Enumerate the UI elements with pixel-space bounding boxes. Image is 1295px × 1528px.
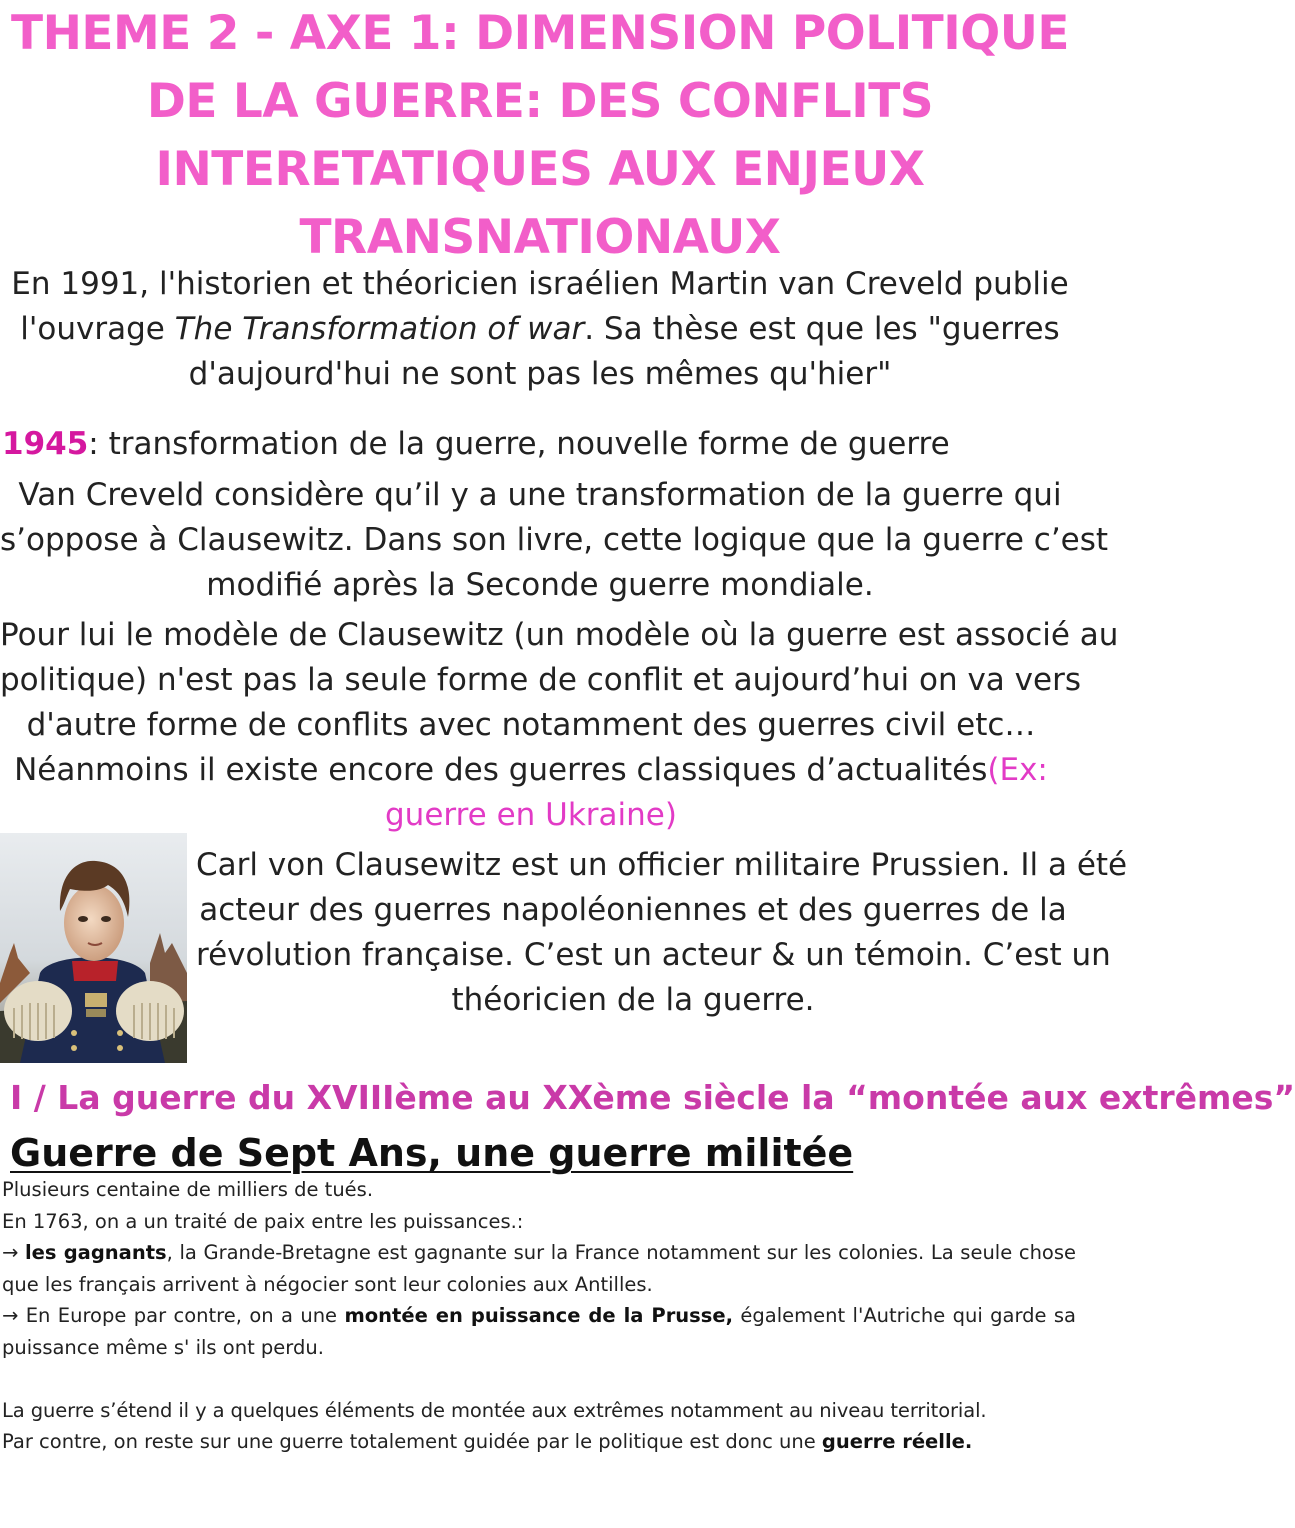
year-text: : transformation de la guerre, nouvelle forme de guerre bbox=[88, 426, 950, 462]
subheading: Guerre de Sept Ans, une guerre militée bbox=[10, 1131, 854, 1175]
title-line: THEME 2 - AXE 1: DIMENSION POLITIQUE bbox=[11, 6, 1069, 61]
winners-paragraph bbox=[2, 1237, 1076, 1300]
intro-text: l'ouvrage bbox=[20, 311, 175, 347]
intro-line: d'aujourd'hui ne sont pas les mêmes qu'hier" bbox=[188, 356, 892, 392]
bio-line: révolution française. C’est un acteur & un témoin. C’est un bbox=[196, 937, 1111, 973]
paragraph-line: s’oppose à Clausewitz. Dans son livre, cette logique que la guerre c’est bbox=[0, 522, 1109, 558]
bold-term: les gagnants bbox=[24, 1241, 167, 1264]
example-note: (Ex: bbox=[987, 752, 1048, 788]
book-title: The Transformation of war bbox=[174, 311, 585, 347]
title-line: INTERETATIQUES AUX ENJEUX bbox=[155, 142, 925, 197]
section-heading: I / La guerre du XVIIIème au XXème siècle la “montée aux extrêmes” bbox=[10, 1078, 1295, 1117]
year-highlight: 1945 bbox=[2, 426, 89, 462]
example-note: guerre en Ukraine) bbox=[385, 797, 677, 833]
europe-paragraph bbox=[2, 1300, 1076, 1363]
bio-line: théoricien de la guerre. bbox=[451, 982, 815, 1018]
paragraph-line bbox=[0, 748, 1062, 793]
detail-line bbox=[2, 1426, 1076, 1458]
title-line: DE LA GUERRE: DES CONFLITS bbox=[146, 74, 934, 129]
paragraph-line: Pour lui le modèle de Clausewitz (un modèle où la guerre est associé au bbox=[0, 617, 1119, 653]
clausewitz-model-paragraph bbox=[0, 613, 1119, 838]
paragraph-text: Néanmoins il existe encore des guerres classiques d’actualités bbox=[14, 752, 988, 788]
detail-line: Plusieurs centaine de milliers de tués. bbox=[2, 1178, 374, 1201]
paragraph-line: politique) n'est pas la seule forme de conflit et aujourd’hui on va vers bbox=[0, 662, 1081, 698]
spacer bbox=[2, 1363, 1076, 1395]
detail-text: → En Europe par contre, on a une bbox=[2, 1304, 345, 1327]
detail-text: Par contre, on reste sur une guerre totalement guidée par le politique est donc une bbox=[2, 1430, 822, 1453]
clausewitz-bio bbox=[196, 843, 1128, 1023]
intro-line bbox=[0, 307, 1080, 352]
title-line: TRANSNATIONAUX bbox=[299, 210, 781, 265]
detail-line: La guerre s’étend il y a quelques éléments de montée aux extrêmes notamment au niveau territorial. bbox=[2, 1398, 987, 1422]
year-line bbox=[2, 422, 950, 467]
paragraph-line: d'autre forme de conflits avec notamment des guerres civil etc… bbox=[26, 707, 1036, 743]
detail-text: également l'Autriche qui garde sa puissance même s' ils ont perdu. bbox=[2, 1304, 1076, 1359]
bold-term: montée en puissance de la Prusse, bbox=[344, 1304, 734, 1327]
bio-line: Carl von Clausewitz est un officier militaire Prussien. Il a été bbox=[196, 847, 1128, 883]
arrow-icon: → bbox=[2, 1241, 19, 1264]
details-block bbox=[2, 1174, 1076, 1458]
van-creveld-paragraph bbox=[0, 473, 1109, 608]
clausewitz-portrait bbox=[0, 833, 187, 1063]
bio-line: acteur des guerres napoléoniennes et des guerres de la bbox=[199, 892, 1067, 928]
intro-line: En 1991, l'historien et théoricien israélien Martin van Creveld publie bbox=[11, 266, 1069, 302]
paragraph-line: modifié après la Seconde guerre mondiale. bbox=[206, 567, 874, 603]
bold-term: guerre réelle. bbox=[821, 1430, 973, 1453]
detail-line: En 1763, on a un traité de paix entre les puissances.: bbox=[2, 1209, 524, 1233]
document-title bbox=[0, 0, 1080, 272]
intro-paragraph bbox=[0, 262, 1080, 397]
intro-text: . Sa thèse est que les "guerres bbox=[584, 311, 1060, 347]
detail-text: , la Grande-Bretagne est gagnante sur la France notamment sur les colonies. La seule chose que les français arrivent à négocier sont leur colonies aux Antilles. bbox=[2, 1241, 1077, 1296]
paragraph-line: Van Creveld considère qu’il y a une transformation de la guerre qui bbox=[18, 477, 1062, 513]
